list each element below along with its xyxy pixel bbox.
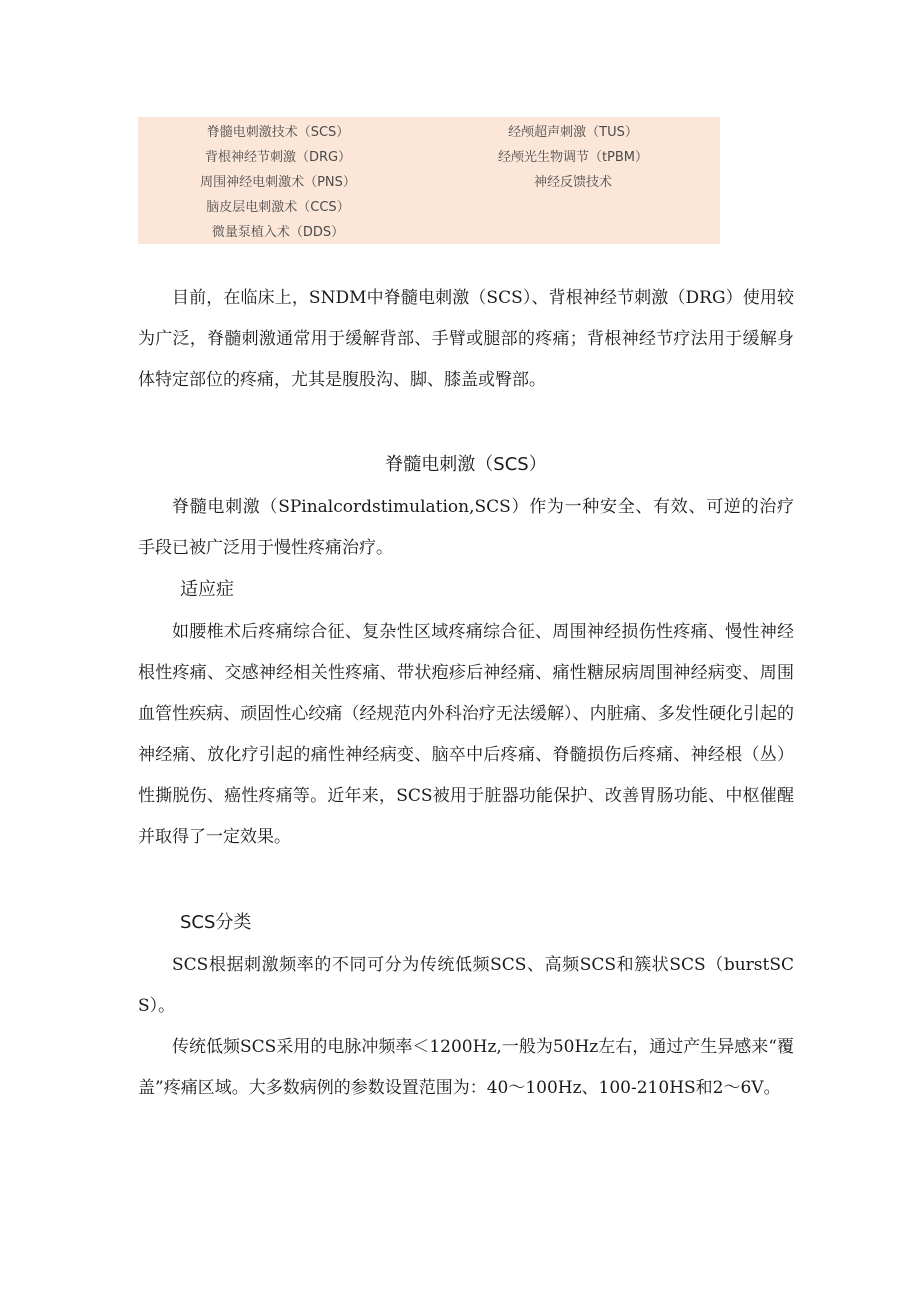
- figure-item-pns: 周围神经电刺激术（PNS）: [200, 175, 356, 190]
- classification-heading: SCS分类: [180, 912, 252, 933]
- intro-paragraph: 目前，在临床上，SNDM中脊髓电刺激（SCS）、背根神经节刺激（DRG）使用较为广泛，脊髓刺激通常用于缓解背部、手臂或腿部的疼痛；背根神经节疗法用于缓解身体特定部位的疼痛，尤其是腹股沟、脚、膝盖或臀部。: [138, 288, 794, 390]
- classification-section: [138, 945, 794, 1109]
- figure-item-scs: 脊髓电刺激技术（SCS）: [206, 125, 350, 140]
- scs-definition-section: [138, 487, 794, 569]
- indications-paragraph: 如腰椎术后疼痛综合征、复杂性区域疼痛综合征、周围神经损伤性疼痛、慢性神经根性疼痛、交感神经相关性疼痛、带状疱疹后神经痛、痛性糖尿病周围神经病变、周围血管性疾病、顽固性心绞痛（经规范内外科治疗无法缓解）、内脏痛、多发性硬化引起的神经痛、放化疗引起的痛性神经病变、脑卒中后疼痛、脊髓损伤后疼痛、神经根（丛）性撕脱伤、癌性疼痛等。近年来，SCS被用于脏器功能保护、改善胃肠功能、中枢催醒并取得了一定效果。: [138, 622, 794, 847]
- figure-item-neurofeedback: 神经反馈技术: [533, 175, 612, 190]
- neuromodulation-techniques-figure: [138, 117, 720, 244]
- classification-paragraph: SCS根据刺激频率的不同可分为传统低频SCS、高频SCS和簇状SCS（burstSCS）。: [138, 955, 794, 1016]
- section-title: 脊髓电刺激（SCS）: [385, 454, 547, 475]
- scs-definition-paragraph: 脊髓电刺激（SPinalcordstimulation,SCS）作为一种安全、有效、可逆的治疗手段已被广泛用于慢性疼痛治疗。: [138, 497, 794, 558]
- figure-item-tus: 经颅超声刺激（TUS）: [508, 125, 638, 140]
- figure-item-ccs: 脑皮层电刺激术（CCS）: [206, 200, 350, 215]
- low-frequency-paragraph: 传统低频SCS采用的电脉冲频率＜1200Hz,一般为50Hz左右，通过产生异感来“覆盖”疼痛区域。大多数病例的参数设置范围为：40～100Hz、100-210HS和2～6V。: [138, 1037, 794, 1098]
- indications-heading: 适应症: [180, 579, 234, 600]
- figure-item-dds: 微量泵植入术（DDS）: [211, 225, 345, 240]
- figure-item-drg: 背根神经节刺激（DRG）: [204, 150, 352, 165]
- noninvasive-techniques-list: [468, 120, 678, 195]
- implantable-techniques-list: [178, 120, 378, 245]
- intro-section: [138, 278, 794, 401]
- indications-section: [138, 612, 794, 858]
- figure-item-tpbm: 经颅光生物调节（tPBM）: [497, 150, 649, 165]
